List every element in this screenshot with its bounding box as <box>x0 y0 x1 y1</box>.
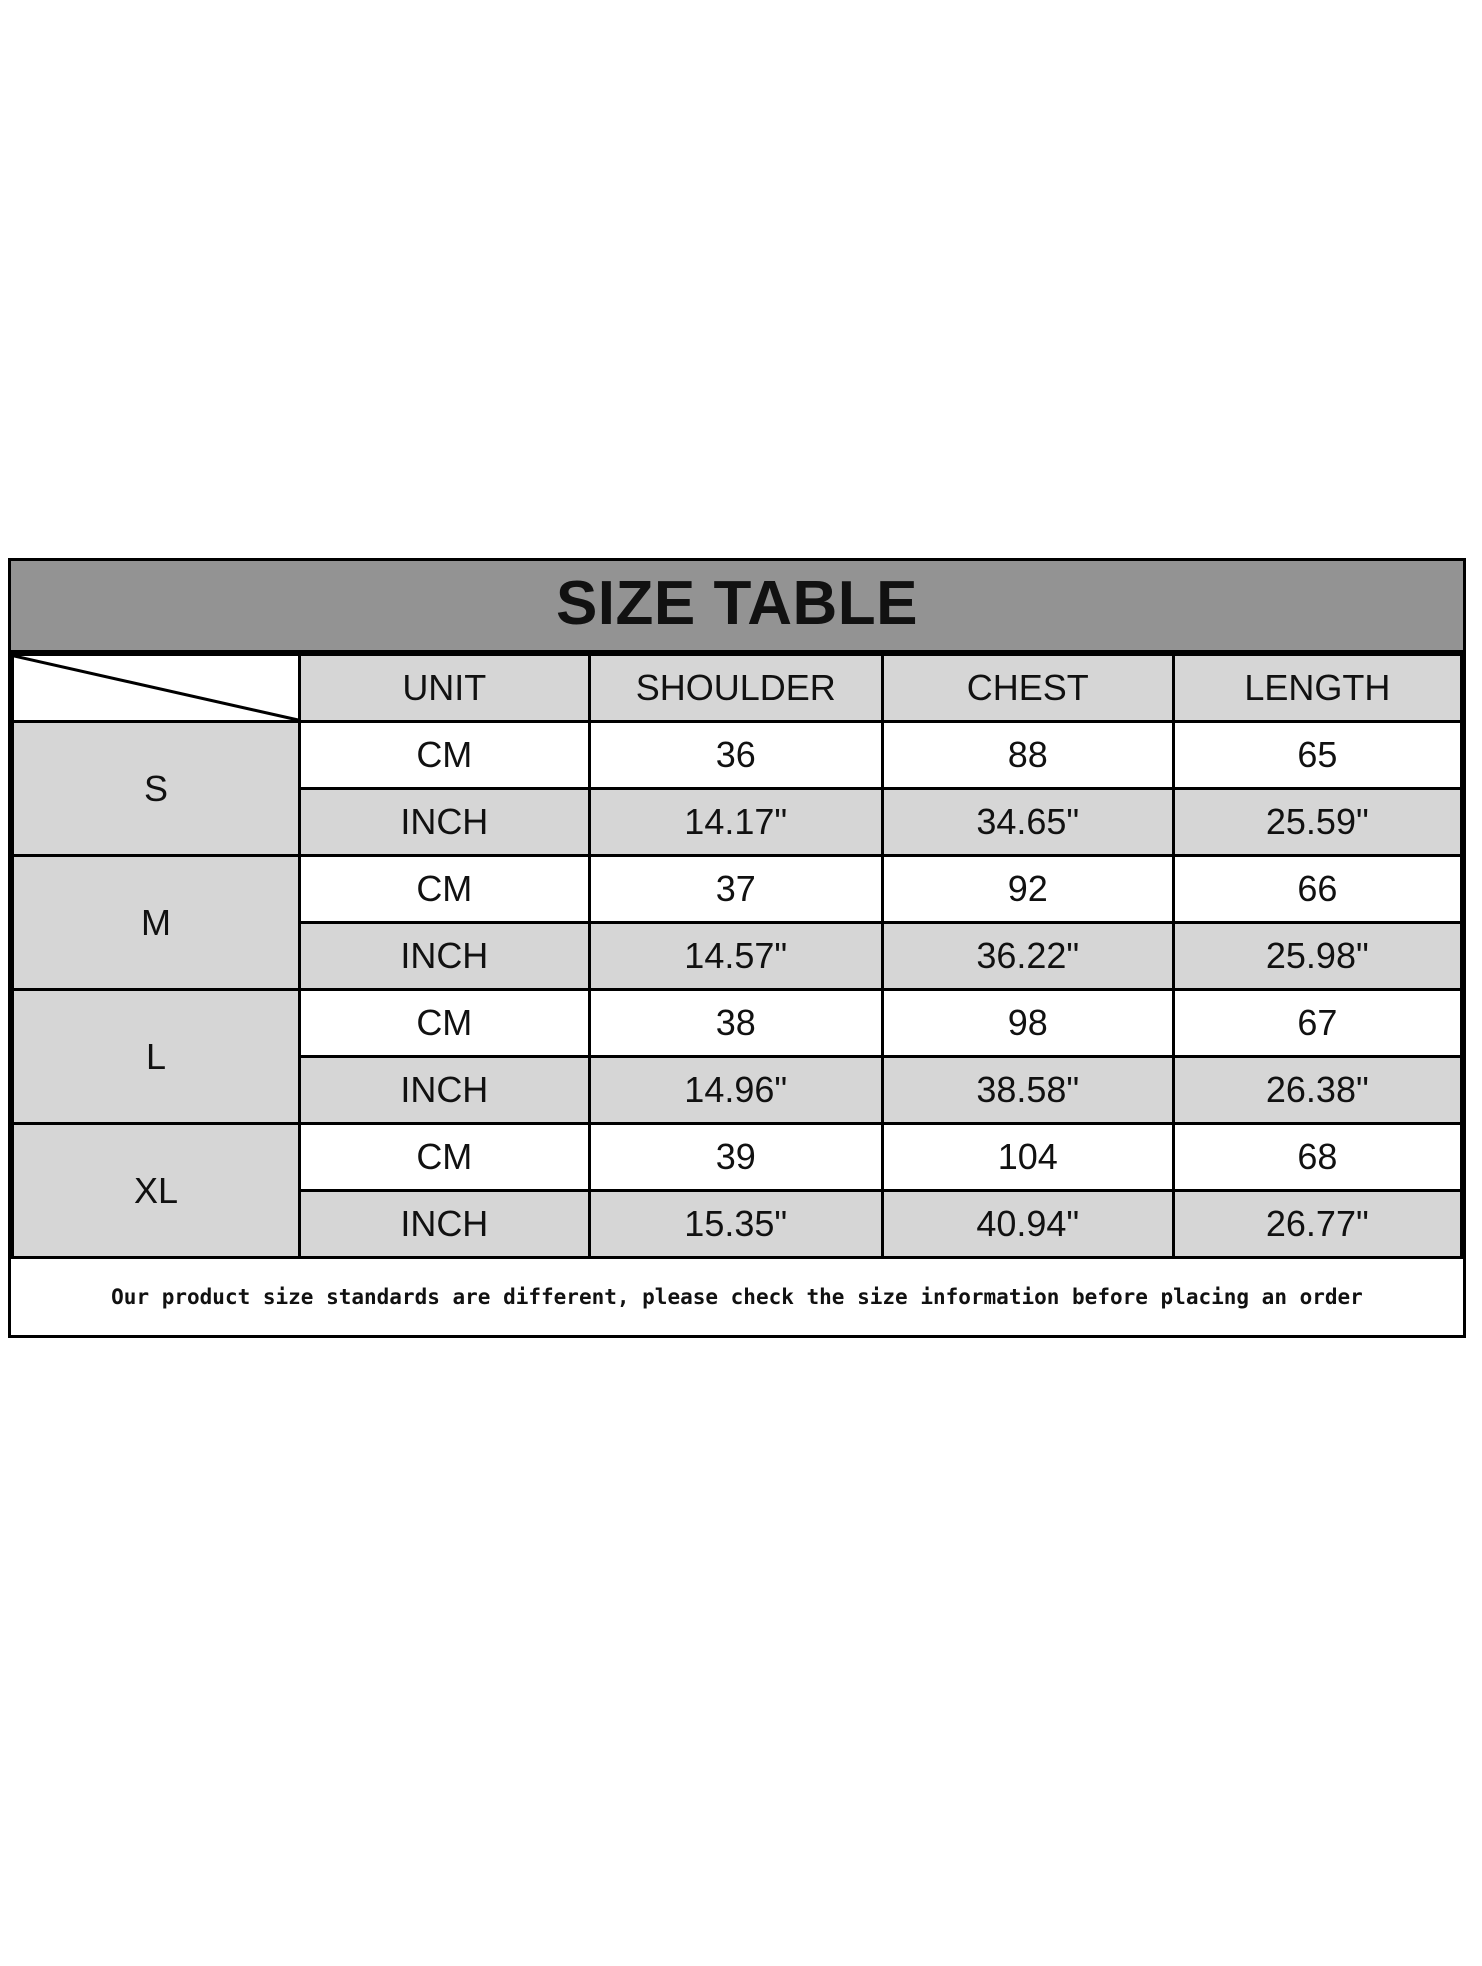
unit-label-cm-m: CM <box>300 856 590 923</box>
cell-s-inch-chest: 34.65" <box>882 789 1173 856</box>
cell-l-cm-shoulder: 38 <box>589 990 882 1057</box>
size-label-s: S <box>13 722 300 856</box>
cell-m-cm-chest: 92 <box>882 856 1173 923</box>
cell-l-inch-chest: 38.58" <box>882 1057 1173 1124</box>
column-header-length: LENGTH <box>1173 655 1461 722</box>
unit-label-cm-l: CM <box>300 990 590 1057</box>
cell-m-inch-chest: 36.22" <box>882 923 1173 990</box>
size-label-l: L <box>13 990 300 1124</box>
cell-xl-cm-shoulder: 39 <box>589 1124 882 1191</box>
unit-label-inch-m: INCH <box>300 923 590 990</box>
size-label-xl: XL <box>13 1124 300 1258</box>
unit-label-cm-s: CM <box>300 722 590 789</box>
cell-l-inch-shoulder: 14.96" <box>589 1057 882 1124</box>
cell-s-cm-chest: 88 <box>882 722 1173 789</box>
cell-m-cm-length: 66 <box>1173 856 1461 923</box>
table-row <box>13 722 1462 789</box>
size-label-m: M <box>13 856 300 990</box>
size-table <box>11 653 1463 1259</box>
table-row <box>13 856 1462 923</box>
cell-xl-cm-length: 68 <box>1173 1124 1461 1191</box>
cell-m-inch-length: 25.98" <box>1173 923 1461 990</box>
cell-xl-inch-length: 26.77" <box>1173 1191 1461 1258</box>
table-row <box>13 990 1462 1057</box>
cell-xl-inch-shoulder: 15.35" <box>589 1191 882 1258</box>
cell-s-cm-shoulder: 36 <box>589 722 882 789</box>
column-header-chest: CHEST <box>882 655 1173 722</box>
size-table-title-bar <box>11 561 1463 653</box>
cell-l-cm-chest: 98 <box>882 990 1173 1057</box>
cell-s-cm-length: 65 <box>1173 722 1461 789</box>
size-table-footnote: Our product size standards are different, please check the size information before placing an order <box>11 1259 1463 1335</box>
table-row <box>13 1124 1462 1191</box>
cell-l-inch-length: 26.38" <box>1173 1057 1461 1124</box>
cell-m-inch-shoulder: 14.57" <box>589 923 882 990</box>
cell-s-inch-length: 25.59" <box>1173 789 1461 856</box>
table-header-row <box>13 655 1462 722</box>
cell-xl-inch-chest: 40.94" <box>882 1191 1173 1258</box>
size-table-container <box>8 558 1466 1338</box>
table-corner-diagonal <box>13 655 300 722</box>
cell-l-cm-length: 67 <box>1173 990 1461 1057</box>
column-header-shoulder: SHOULDER <box>589 655 882 722</box>
unit-label-cm-xl: CM <box>300 1124 590 1191</box>
page-title: SIZE TABLE <box>555 569 919 638</box>
unit-label-inch-xl: INCH <box>300 1191 590 1258</box>
cell-m-cm-shoulder: 37 <box>589 856 882 923</box>
column-header-unit: UNIT <box>300 655 590 722</box>
cell-s-inch-shoulder: 14.17" <box>589 789 882 856</box>
cell-xl-cm-chest: 104 <box>882 1124 1173 1191</box>
unit-label-inch-l: INCH <box>300 1057 590 1124</box>
unit-label-inch-s: INCH <box>300 789 590 856</box>
